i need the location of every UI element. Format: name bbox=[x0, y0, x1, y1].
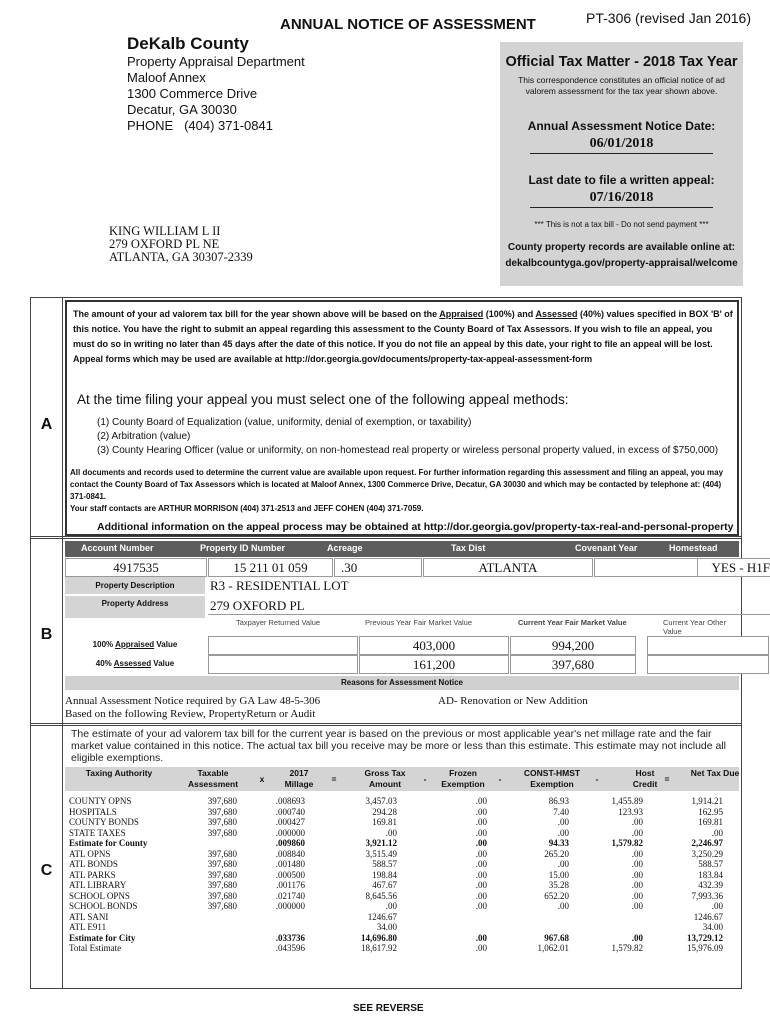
section-b bbox=[30, 536, 770, 726]
tax-cell-gross: 588.57 bbox=[372, 859, 397, 869]
tax-cell-net: 588.57 bbox=[698, 859, 723, 869]
form-number: PT-306 (revised Jan 2016) bbox=[586, 10, 751, 26]
homestead-value: YES - H1F bbox=[697, 558, 770, 577]
covenant-year-value bbox=[594, 558, 704, 577]
appeal-rights-text-post: (40%) values specified in BOX 'B' of this notice. You have the right to submit an appeal regarding this assessment to the County Board of Tax Assessors. If you wish to file an appeal, you must do so in writing no later than 45 days after the date of this notice. If you do not file an appeal by this date, your right to file an appeal will be lost. Appeal forms which may be used are available at http://dor.georgia.gov/documents/property-tax-appeal-assessment-form bbox=[73, 309, 733, 364]
assessed-pct: 40% bbox=[95, 659, 114, 668]
property-address-value: 279 OXFORD PL bbox=[208, 597, 770, 615]
section-a-inner-box bbox=[65, 300, 739, 536]
online-records-note bbox=[500, 240, 743, 272]
assessed-suffix: Value bbox=[151, 659, 175, 668]
tax-cell-frozen: .00 bbox=[475, 869, 487, 880]
tax-cell-host: .00 bbox=[631, 901, 643, 911]
department-line: Maloof Annex bbox=[127, 70, 206, 85]
appraised-suffix: Value bbox=[154, 640, 178, 649]
section-c-letter: C bbox=[40, 862, 53, 879]
tax-cell-assess: 397,680 bbox=[207, 880, 237, 890]
assessment-reason: AD- Renovation or New Addition bbox=[438, 695, 588, 707]
appraised-label-word: Appraised bbox=[115, 640, 155, 649]
tax-cell-frozen: .00 bbox=[475, 796, 487, 806]
online-line-1: County property records are available online at: bbox=[507, 242, 736, 253]
homestead-header: Homestead bbox=[669, 543, 718, 553]
official-box-subtitle: This correspondence constitutes an official notice of ad valorem assessment for the tax year shown above. bbox=[518, 75, 725, 96]
op-minus: - bbox=[595, 774, 599, 784]
staff-contacts: Your staff contacts are ARTHUR MORRISON (404) 371-2513 and JEFF COHEN (404) 371-7059. bbox=[70, 504, 424, 513]
tax-cell-host: 1,579.82 bbox=[611, 838, 643, 848]
property-id-header: Property ID Number bbox=[200, 543, 286, 553]
tax-cell-host: 1,455.89 bbox=[611, 796, 643, 806]
additional-info-link[interactable]: Additional information on the appeal process may be obtained at http://dor.georgia.gov/property-tax-real-and-personal-property bbox=[97, 521, 734, 533]
tax-cell-frozen: .00 bbox=[475, 943, 487, 953]
appeal-method-item: (2) Arbitration (value) bbox=[97, 431, 191, 442]
col-taxing-authority: Taxing Authority bbox=[85, 768, 153, 778]
tax-cell-net: 183.84 bbox=[698, 869, 723, 880]
op-times: x bbox=[259, 774, 265, 784]
tax-cell-gross: .00 bbox=[385, 901, 397, 911]
section-a bbox=[30, 297, 742, 539]
tax-cell-mill: .009860 bbox=[275, 838, 305, 848]
tax-cell-net: 13,729.12 bbox=[687, 932, 723, 943]
assessed-word: Assessed bbox=[535, 309, 578, 319]
tax-cell-const: 1,062.01 bbox=[537, 943, 569, 953]
tax-cell-gross: 198.84 bbox=[372, 869, 397, 880]
tax-cell-frozen: .00 bbox=[475, 932, 487, 943]
section-a-letter: A bbox=[40, 416, 53, 433]
tax-cell-gross: 294.28 bbox=[372, 806, 397, 817]
tax-cell-assess: 397,680 bbox=[207, 817, 237, 827]
property-address-label: Property Address bbox=[65, 596, 205, 618]
op-minus: - bbox=[423, 774, 427, 784]
tax-cell-name: Estimate for City bbox=[69, 932, 136, 943]
tax-cell-frozen: .00 bbox=[475, 890, 487, 901]
tax-cell-name: Total Estimate bbox=[69, 943, 122, 953]
tax-cell-host: 1,579.82 bbox=[611, 943, 643, 953]
tax-cell-name: Estimate for County bbox=[69, 838, 148, 848]
tax-cell-mill: .000000 bbox=[275, 901, 305, 911]
tax-cell-name: COUNTY BONDS bbox=[69, 817, 139, 827]
tax-cell-const: .00 bbox=[557, 817, 569, 827]
department-line: 1300 Commerce Drive bbox=[127, 86, 258, 101]
tax-cell-net: 162.95 bbox=[698, 806, 723, 817]
section-c bbox=[30, 723, 742, 989]
tax-cell-host: .00 bbox=[631, 890, 643, 901]
appraised-taxpayer-value bbox=[208, 636, 358, 655]
tax-cell-host: .00 bbox=[631, 859, 643, 869]
documents-text: All documents and records used to determine the current value are available upon request. For further information regarding this assessment and filing an appeal, you may contact the County Board of Tax Assessors which is located at Maloof Annex, 1300 Commerce Drive, Decatur, GA 30030 and which may be contacted by telephone at: (404) 371-0841. bbox=[70, 468, 724, 501]
tax-dist-value: ATLANTA bbox=[423, 558, 593, 577]
tax-cell-name: ATL E911 bbox=[69, 922, 107, 932]
taxpayer-returned-value-header: Taxpayer Returned Value bbox=[236, 618, 321, 627]
tax-cell-net: 7,993.36 bbox=[691, 890, 723, 901]
tax-cell-mill: .000427 bbox=[275, 817, 305, 827]
tax-cell-name: HOSPITALS bbox=[69, 806, 117, 817]
tax-cell-name: ATL OPNS bbox=[69, 848, 111, 859]
tax-cell-assess: 397,680 bbox=[207, 848, 237, 859]
tax-cell-gross: 3,457.03 bbox=[365, 796, 397, 806]
tax-cell-host: .00 bbox=[631, 880, 643, 890]
tax-cell-net: 1246.67 bbox=[693, 911, 723, 922]
appraised-previous-value: 403,000 bbox=[359, 636, 509, 655]
col-frozen-exemption: Frozen Exemption bbox=[441, 768, 485, 789]
appraised-current-value: 994,200 bbox=[510, 636, 636, 655]
notice-date: 06/01/2018 bbox=[530, 136, 713, 154]
col-taxable-assessment: Taxable Assessment bbox=[187, 768, 239, 789]
tax-cell-mill: .001480 bbox=[275, 859, 305, 869]
col-millage: 2017 Millage bbox=[284, 768, 314, 789]
op-equals: = bbox=[664, 774, 670, 784]
tax-cell-gross: 34.00 bbox=[376, 922, 397, 932]
tax-cell-net: .00 bbox=[711, 827, 723, 838]
tax-cell-name: STATE TAXES bbox=[69, 827, 126, 838]
tax-cell-host: .00 bbox=[631, 848, 643, 859]
tax-cell-name: SCHOOL BONDS bbox=[69, 901, 138, 911]
tax-cell-mill: .008693 bbox=[275, 796, 305, 806]
county-name: DeKalb County bbox=[127, 34, 249, 53]
mailing-city: ATLANTA, GA 30307-2339 bbox=[109, 250, 253, 264]
notice-title: ANNUAL NOTICE OF ASSESSMENT bbox=[280, 16, 536, 33]
tax-cell-frozen: .00 bbox=[475, 880, 487, 890]
law-line-2: Based on the following Review, PropertyReturn or Audit bbox=[65, 708, 316, 720]
online-records-link[interactable]: dekalbcountyga.gov/property-appraisal/welcome bbox=[505, 258, 738, 269]
property-description-value: R3 - RESIDENTIAL LOT bbox=[210, 578, 349, 593]
owner-name: KING WILLIAM L II bbox=[109, 224, 221, 238]
appeal-rights-text-mid: (100%) and bbox=[483, 309, 536, 319]
current-year-fmv-header: Current Year Fair Market Value bbox=[518, 618, 627, 627]
not-a-bill-note: *** This is not a tax bill - Do not send payment *** bbox=[534, 220, 709, 229]
covenant-year-header: Covenant Year bbox=[575, 543, 638, 553]
tax-cell-const: 94.33 bbox=[548, 838, 569, 848]
current-year-other-value-header: Current Year Other Value bbox=[663, 618, 726, 636]
tax-cell-mill: .008840 bbox=[275, 848, 305, 859]
assessed-current-value: 397,680 bbox=[510, 655, 636, 674]
tax-cell-mill: .000740 bbox=[275, 806, 305, 817]
section-a-body bbox=[62, 298, 741, 538]
tax-cell-net: 169.81 bbox=[698, 817, 723, 827]
tax-cell-mill: .001176 bbox=[276, 880, 305, 890]
tax-cell-assess: 397,680 bbox=[207, 827, 237, 838]
previous-year-fmv-header: Previous Year Fair Market Value bbox=[365, 618, 472, 627]
tax-cell-frozen: .00 bbox=[475, 806, 487, 817]
tax-cell-name: ATL LIBRARY bbox=[69, 880, 127, 890]
acreage-value: .30 bbox=[334, 558, 422, 577]
tax-cell-frozen: .00 bbox=[475, 901, 487, 911]
tax-cell-host: .00 bbox=[631, 932, 643, 943]
tax-cell-const: 265.20 bbox=[544, 848, 569, 859]
col-gross-tax: Gross Tax Amount bbox=[364, 768, 406, 789]
tax-cell-name: SCHOOL OPNS bbox=[69, 890, 130, 901]
tax-cell-host: .00 bbox=[631, 869, 643, 880]
tax-cell-name: COUNTY OPNS bbox=[69, 796, 132, 806]
col-const-hmst-exemption: CONST-HMST Exemption bbox=[523, 768, 581, 789]
tax-cell-gross: 3,921.12 bbox=[365, 838, 397, 848]
reasons-header: Reasons for Assessment Notice bbox=[65, 676, 739, 690]
tax-cell-const: 86.93 bbox=[548, 796, 569, 806]
tax-cell-mill: .033736 bbox=[275, 932, 305, 943]
tax-cell-frozen: .00 bbox=[475, 848, 487, 859]
tax-cell-net: 2,246.97 bbox=[691, 838, 723, 848]
account-number-value: 4917535 bbox=[65, 558, 207, 577]
tax-cell-gross: 8,645.56 bbox=[365, 890, 397, 901]
property-description-label: Property Description bbox=[65, 577, 205, 594]
tax-cell-frozen: .00 bbox=[475, 838, 487, 848]
assessed-other-value bbox=[647, 655, 769, 674]
appraised-pct: 100% bbox=[92, 640, 116, 649]
notice-date-label: Annual Assessment Notice Date: bbox=[527, 119, 716, 133]
tax-cell-host: .00 bbox=[631, 827, 643, 838]
assessed-previous-value: 161,200 bbox=[359, 655, 509, 674]
see-reverse-note: SEE REVERSE bbox=[353, 1003, 424, 1014]
tax-cell-name: ATL PARKS bbox=[69, 869, 116, 880]
tax-cell-name: ATL SANI bbox=[69, 911, 109, 922]
tax-cell-host: .00 bbox=[631, 817, 643, 827]
appeal-method-item: (1) County Board of Equalization (value, uniformity, denial of exemption, or taxability) bbox=[97, 417, 472, 428]
tax-cell-name: ATL BONDS bbox=[69, 859, 118, 869]
tax-cell-gross: 467.67 bbox=[372, 880, 397, 890]
tax-cell-net: .00 bbox=[711, 901, 723, 911]
tax-cell-frozen: .00 bbox=[475, 859, 487, 869]
tax-cell-mill: .000500 bbox=[275, 869, 305, 880]
op-equals: = bbox=[331, 774, 337, 784]
tax-cell-gross: .00 bbox=[385, 827, 397, 838]
official-box-title: Official Tax Matter - 2018 Tax Year bbox=[505, 54, 738, 70]
op-minus: - bbox=[498, 774, 502, 784]
tax-cell-net: 1,914.21 bbox=[691, 796, 723, 806]
tax-cell-assess: 397,680 bbox=[207, 859, 237, 869]
appeal-rights-paragraph bbox=[73, 307, 733, 367]
estimate-table-header bbox=[65, 767, 739, 791]
department-line: Property Appraisal Department bbox=[127, 54, 305, 69]
assessed-label-word: Assessed bbox=[113, 659, 152, 668]
tax-cell-gross: 1246.67 bbox=[367, 911, 397, 922]
tax-cell-assess: 397,680 bbox=[207, 869, 237, 880]
tax-cell-assess: 397,680 bbox=[207, 806, 237, 817]
assessed-taxpayer-value bbox=[208, 655, 358, 674]
appraised-word: Appraised bbox=[439, 309, 484, 319]
section-b-letter: B bbox=[40, 626, 53, 643]
tax-cell-const: .00 bbox=[557, 859, 569, 869]
estimate-intro: The estimate of your ad valorem tax bill for the current year is based on the previous or most applicable year's net millage rate and the fair market value contained in this notice. The actual tax bill you receive may be more or less than this estimate. This estimate may not include all eligible exemptions. bbox=[71, 728, 727, 764]
tax-cell-const: .00 bbox=[557, 901, 569, 911]
property-id-value: 15 211 01 059 bbox=[208, 558, 333, 577]
mailing-address bbox=[109, 225, 253, 264]
tax-cell-assess: 397,680 bbox=[207, 890, 237, 901]
tax-cell-gross: 18,617.92 bbox=[361, 943, 397, 953]
tax-cell-frozen: .00 bbox=[475, 827, 487, 838]
appraised-other-value bbox=[647, 636, 769, 655]
appeal-methods-list bbox=[97, 416, 718, 458]
official-tax-matter-box bbox=[500, 42, 743, 286]
tax-cell-const: 35.28 bbox=[548, 880, 569, 890]
documents-paragraph bbox=[70, 467, 738, 515]
tax-cell-assess: 397,680 bbox=[207, 901, 237, 911]
tax-cell-const: 967.68 bbox=[544, 932, 569, 943]
appeal-method-item: (3) County Hearing Officer (value or uniformity, on non-homestead real property or wireless personal property valued, in excess of $750,000) bbox=[97, 445, 719, 456]
tax-dist-header: Tax Dist bbox=[451, 543, 486, 553]
section-c-body bbox=[62, 724, 741, 988]
property-header-bar bbox=[65, 541, 739, 557]
tax-cell-host: 123.93 bbox=[618, 806, 643, 817]
tax-cell-const: 652.20 bbox=[544, 890, 569, 901]
tax-cell-mill: .000000 bbox=[275, 827, 305, 838]
tax-cell-const: 15.00 bbox=[548, 869, 569, 880]
tax-cell-mill: .043596 bbox=[275, 943, 305, 953]
tax-cell-net: 3,250.29 bbox=[691, 848, 723, 859]
tax-cell-frozen: .00 bbox=[475, 817, 487, 827]
col-host-credit: Host Credit bbox=[632, 768, 658, 789]
acreage-header: Acreage bbox=[327, 543, 363, 553]
tax-cell-const: .00 bbox=[557, 827, 569, 838]
appeal-deadline-date: 07/16/2018 bbox=[530, 190, 713, 208]
col-net-tax-due: Net Tax Due bbox=[690, 768, 740, 778]
tax-cell-gross: 14,696.80 bbox=[361, 932, 397, 943]
appeal-methods-heading: At the time filing your appeal you must select one of the following appeal methods: bbox=[77, 392, 569, 407]
tax-cell-net: 432.39 bbox=[698, 880, 723, 890]
appraised-value-label bbox=[65, 636, 205, 653]
account-number-header: Account Number bbox=[81, 543, 154, 553]
assessment-law-note bbox=[65, 695, 320, 721]
tax-cell-gross: 3,515.49 bbox=[365, 848, 397, 859]
tax-cell-mill: .021740 bbox=[275, 890, 305, 901]
appeal-rights-text-pre: The amount of your ad valorem tax bill for the year shown above will be based on the bbox=[73, 309, 440, 319]
tax-cell-const: 7.40 bbox=[553, 806, 569, 817]
law-line-1: Annual Assessment Notice required by GA Law 48-5-306 bbox=[65, 695, 321, 707]
department-address bbox=[127, 54, 305, 134]
tax-cell-assess: 397,680 bbox=[207, 796, 237, 806]
tax-cell-gross: 169.81 bbox=[372, 817, 397, 827]
assessed-value-label bbox=[65, 655, 205, 672]
tax-cell-net: 15,976.09 bbox=[687, 943, 723, 953]
appeal-deadline-label: Last date to file a written appeal: bbox=[528, 173, 715, 187]
department-line: PHONE (404) 371-0841 bbox=[127, 118, 273, 133]
tax-cell-net: 34.00 bbox=[702, 922, 723, 932]
department-line: Decatur, GA 30030 bbox=[127, 102, 237, 117]
mailing-street: 279 OXFORD PL NE bbox=[109, 237, 220, 251]
section-b-body bbox=[62, 537, 770, 725]
